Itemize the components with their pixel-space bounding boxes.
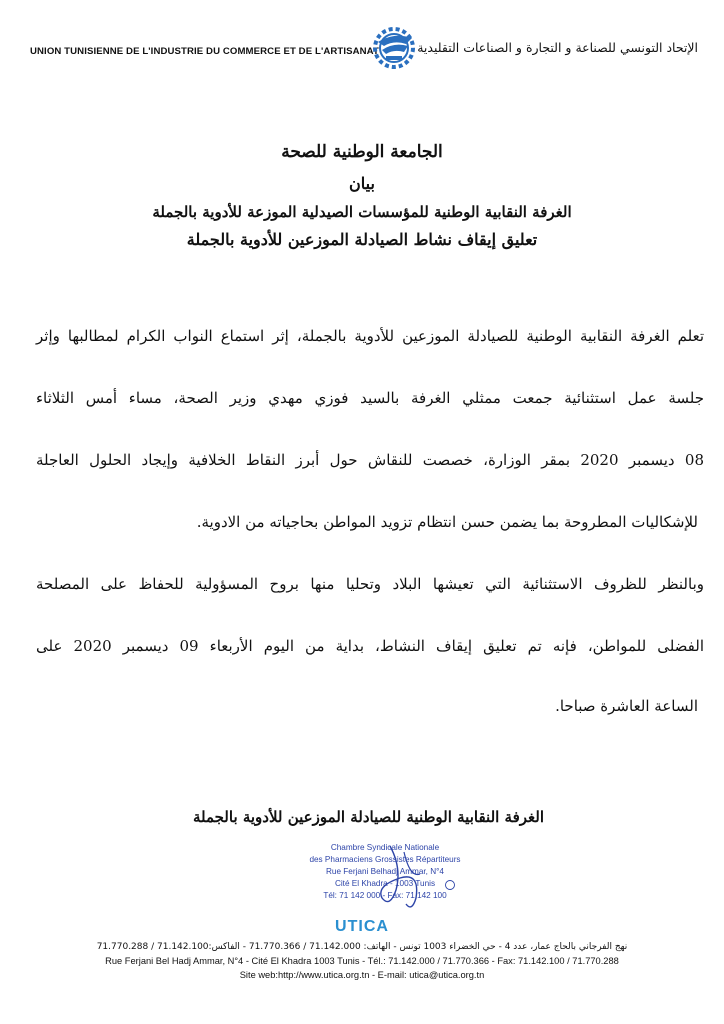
body-line-5: وبالنظر للظروف الاستثنائية التي تعيشها البلاد وتحليا منها بروح المسؤولية للحفاظ على المصلحة — [36, 575, 704, 593]
stamp-line-3: Rue Ferjani Belhadj Ammar, N°4 — [326, 867, 444, 876]
body-line-2: جلسة عمل استثنائية جمعت ممثلي الغرفة بالسيد فوزي مهدي وزير الصحة، مساء أمس الثلاثاء — [36, 389, 704, 407]
stamp-line-2: des Pharmaciens Grossistes Répartiteurs — [309, 855, 461, 864]
footer-web-email: Site web:http://www.utica.org.tn - E-mail: utica@utica.org.tn — [239, 970, 485, 980]
body-line-4: للإشكاليات المطروحة بما يضمن حسن انتظام تزويد المواطن بحاجياته من الادوية. — [196, 513, 698, 531]
footer-address-ar: نهج الفرجاني بالحاج عمار، عدد 4 - حي الخضراء 1003 تونس - الهاتف: 71.142.000 / 71.770.366 - الفاكس:71.142.100 / 71.770.288 — [96, 942, 628, 952]
subject-title: تعليق إيقاف نشاط الصيادلة الموزعين للأدوية بالجملة — [186, 230, 538, 249]
handwritten-signature-icon — [270, 838, 500, 918]
stamp-line-1: Chambre Syndicale Nationale — [330, 843, 440, 852]
federation-title: الجامعة الوطنية للصحة — [281, 142, 443, 162]
utica-gear-logo-icon — [366, 22, 422, 72]
signature-title: الغرفة النقابية الوطنية للصيادلة الموزعين للأدوية بالجملة — [192, 808, 544, 826]
body-line-3: 08 ديسمبر 2020 بمقر الوزارة، خصصت للنقاش حول أبرز النقاط الخلافية وإيجاد الحلول العاجلة — [36, 451, 704, 469]
official-stamp — [270, 838, 500, 918]
body-line-1: تعلم الغرفة النقابية الوطنية للصيادلة الموزعين للأدوية بالجملة، إثر استماع النواب الكرام لمطالبها وإثر — [36, 327, 704, 345]
chamber-title: الغرفة النقابية الوطنية للمؤسسات الصيدلية الموزعة للأدوية بالجملة — [152, 203, 572, 221]
body-line-7: الساعة العاشرة صباحا. — [555, 697, 698, 715]
document-titles — [150, 138, 574, 254]
footer-brand: UTICA — [335, 918, 389, 935]
header-org-name-ar: الإتحاد التونسي للصناعة و التجارة و الصناعات التقليدية — [417, 40, 698, 55]
stamp-line-5: Tél: 71 142 000 - Fax: 71 142 100 — [323, 891, 447, 900]
body-line-6: الفضلى للمواطن، فإنه تم تعليق إيقاف النشاط، بداية من اليوم الأربعاء 09 ديسمبر 2020 على — [36, 637, 705, 655]
statement-title: بيان — [349, 174, 375, 193]
footer-address-fr: Rue Ferjani Bel Hadj Ammar, N°4 - Cité El Khadra 1003 Tunis - Tél.: 71.142.000 / 71.770.366 - Fax: 71.142.100 / 71.770.288 — [105, 956, 619, 966]
header-org-name-fr: UNION TUNISIENNE DE L'INDUSTRIE DU COMMERCE ET DE L'ARTISANAT — [30, 46, 379, 57]
stamp-line-4: Cité El Khadra - 1003 Tunis — [334, 879, 436, 888]
